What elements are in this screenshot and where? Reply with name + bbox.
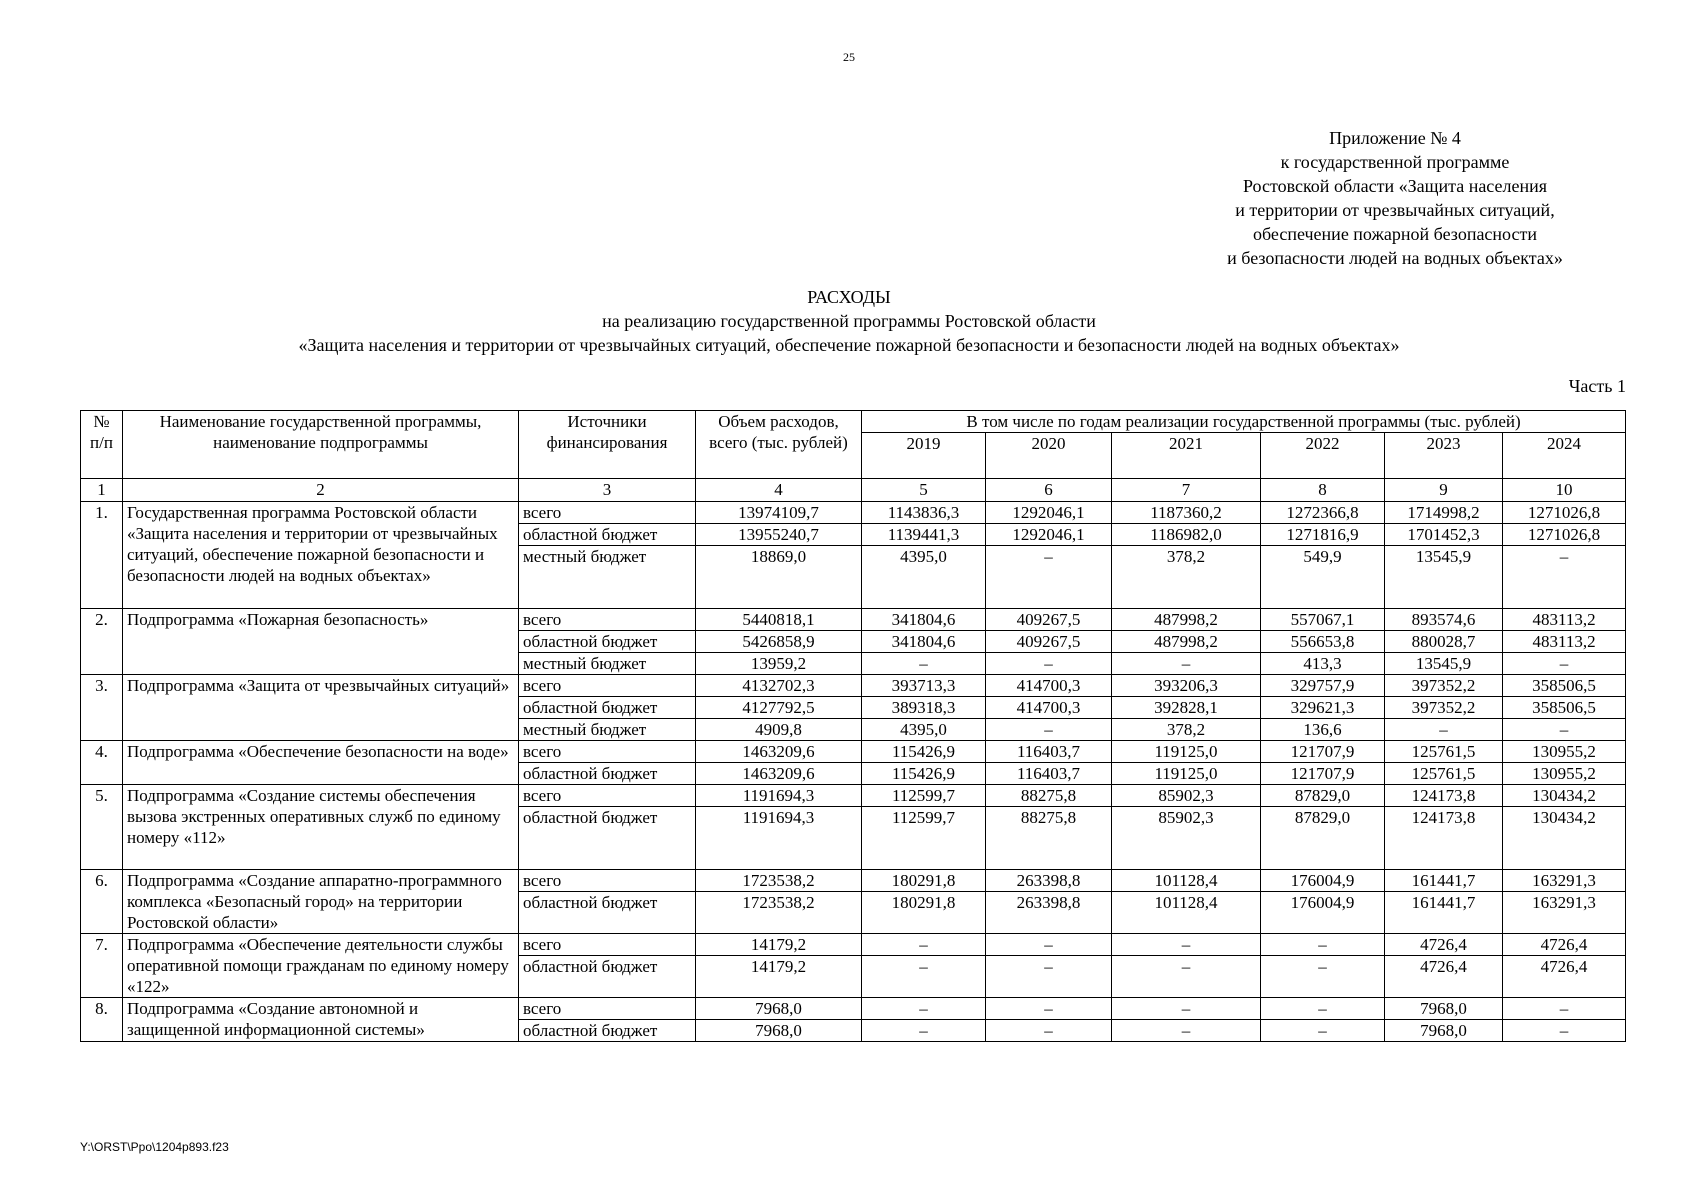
funding-source: областной бюджет: [519, 524, 696, 546]
year-value: 1271816,9: [1261, 524, 1385, 546]
total-value: 13955240,7: [696, 524, 862, 546]
table-row: [81, 609, 1626, 631]
year-value: 4726,4: [1503, 934, 1626, 956]
year-value: 4726,4: [1503, 956, 1626, 998]
funding-source: местный бюджет: [519, 546, 696, 609]
header-total: Объем расходов, всего (тыс. рублей): [696, 411, 862, 479]
year-value: 4395,0: [862, 546, 986, 609]
funding-source: местный бюджет: [519, 719, 696, 741]
year-value: –: [986, 653, 1112, 675]
funding-source: всего: [519, 998, 696, 1020]
year-value: –: [1503, 546, 1626, 609]
year-value: 1187360,2: [1112, 502, 1261, 524]
program-name: Подпрограмма «Создание автономной и защищенной информационной системы»: [123, 998, 519, 1042]
program-name: Государственная программа Ростовской области «Защита населения и территории от чрезвычайных ситуаций, обеспечение пожарной безопасности и безопасности людей на водных объектах»: [123, 502, 519, 609]
appendix-line: к государственной программе: [1280, 152, 1510, 172]
year-value: 13545,9: [1385, 653, 1503, 675]
year-value: 7968,0: [1385, 1020, 1503, 1042]
year-value: 1292046,1: [986, 524, 1112, 546]
column-number: 8: [1261, 479, 1385, 502]
program-number: 4.: [81, 741, 123, 785]
year-value: 557067,1: [1261, 609, 1385, 631]
total-value: 1463209,6: [696, 763, 862, 785]
year-value: 124173,8: [1385, 785, 1503, 807]
year-value: 87829,0: [1261, 785, 1385, 807]
program-name: Подпрограмма «Защита от чрезвычайных ситуаций»: [123, 675, 519, 741]
header-year: 2024: [1503, 433, 1626, 479]
column-number: 6: [986, 479, 1112, 502]
funding-source: областной бюджет: [519, 697, 696, 719]
year-value: 1139441,3: [862, 524, 986, 546]
column-number: 5: [862, 479, 986, 502]
program-name: Подпрограмма «Создание системы обеспечения вызова экстренных оперативных служб по единому номеру «112»: [123, 785, 519, 870]
year-value: 397352,2: [1385, 697, 1503, 719]
year-value: 341804,6: [862, 609, 986, 631]
funding-source: местный бюджет: [519, 653, 696, 675]
year-value: –: [862, 998, 986, 1020]
funding-source: всего: [519, 870, 696, 892]
total-value: 13974109,7: [696, 502, 862, 524]
year-value: 1271026,8: [1503, 502, 1626, 524]
year-value: 87829,0: [1261, 807, 1385, 870]
table-body: [81, 502, 1626, 1042]
appendix-line: Приложение № 4: [1329, 128, 1461, 148]
year-value: 121707,9: [1261, 763, 1385, 785]
year-value: 125761,5: [1385, 741, 1503, 763]
year-value: 161441,7: [1385, 892, 1503, 934]
total-value: 1723538,2: [696, 892, 862, 934]
column-number: 9: [1385, 479, 1503, 502]
year-value: –: [1503, 653, 1626, 675]
program-name: Подпрограмма «Создание аппаратно-программного комплекса «Безопасный город» на территории Ростовской области»: [123, 870, 519, 934]
year-value: 112599,7: [862, 807, 986, 870]
funding-source: всего: [519, 741, 696, 763]
year-value: 116403,7: [986, 741, 1112, 763]
year-value: 413,3: [1261, 653, 1385, 675]
year-value: 880028,7: [1385, 631, 1503, 653]
year-value: 358506,5: [1503, 697, 1626, 719]
table-row: [81, 870, 1626, 892]
year-value: 1271026,8: [1503, 524, 1626, 546]
total-value: 4127792,5: [696, 697, 862, 719]
header-name: Наименование государственной программы, наименование подпрограммы: [123, 411, 519, 479]
year-value: –: [986, 956, 1112, 998]
total-value: 18869,0: [696, 546, 862, 609]
year-value: 483113,2: [1503, 631, 1626, 653]
header-year: 2020: [986, 433, 1112, 479]
program-number: 5.: [81, 785, 123, 870]
year-value: –: [862, 653, 986, 675]
total-value: 1191694,3: [696, 807, 862, 870]
table-row: [81, 998, 1626, 1020]
year-value: 7968,0: [1385, 998, 1503, 1020]
year-value: 88275,8: [986, 785, 1112, 807]
file-path-footer: Y:\ORST\Ppo\1204p893.f23: [80, 1140, 229, 1154]
appendix-line: и территории от чрезвычайных ситуаций,: [1235, 200, 1555, 220]
year-value: 4395,0: [862, 719, 986, 741]
year-value: 125761,5: [1385, 763, 1503, 785]
year-value: 393206,3: [1112, 675, 1261, 697]
year-value: –: [986, 934, 1112, 956]
year-value: 329757,9: [1261, 675, 1385, 697]
table-row: [81, 675, 1626, 697]
year-value: 119125,0: [1112, 763, 1261, 785]
year-value: 101128,4: [1112, 892, 1261, 934]
total-value: 7968,0: [696, 998, 862, 1020]
year-value: 1292046,1: [986, 502, 1112, 524]
year-value: 1143836,3: [862, 502, 986, 524]
appendix-line: Ростовской области «Защита населения: [1242, 176, 1548, 196]
year-value: 392828,1: [1112, 697, 1261, 719]
total-value: 5440818,1: [696, 609, 862, 631]
year-value: 115426,9: [862, 763, 986, 785]
appendix-line: обеспечение пожарной безопасности: [1252, 224, 1537, 244]
year-value: –: [1503, 719, 1626, 741]
header-num: № п/п: [81, 411, 123, 479]
funding-source: всего: [519, 934, 696, 956]
year-value: 341804,6: [862, 631, 986, 653]
total-value: 1723538,2: [696, 870, 862, 892]
table-row: [81, 934, 1626, 956]
year-value: 263398,8: [986, 892, 1112, 934]
year-value: 115426,9: [862, 741, 986, 763]
year-value: –: [1385, 719, 1503, 741]
year-value: 130955,2: [1503, 741, 1626, 763]
year-value: 85902,3: [1112, 785, 1261, 807]
funding-source: всего: [519, 785, 696, 807]
document-title: [0, 285, 1698, 357]
total-value: 1463209,6: [696, 741, 862, 763]
year-value: 1701452,3: [1385, 524, 1503, 546]
year-value: –: [986, 998, 1112, 1020]
year-value: 88275,8: [986, 807, 1112, 870]
total-value: 14179,2: [696, 956, 862, 998]
column-number: 7: [1112, 479, 1261, 502]
year-value: 487998,2: [1112, 609, 1261, 631]
year-value: 378,2: [1112, 719, 1261, 741]
table-row: [81, 785, 1626, 807]
year-value: –: [1261, 956, 1385, 998]
funding-source: областной бюджет: [519, 631, 696, 653]
year-value: –: [1261, 1020, 1385, 1042]
program-name: Подпрограмма «Обеспечение безопасности на воде»: [123, 741, 519, 785]
year-value: 414700,3: [986, 697, 1112, 719]
year-value: 397352,2: [1385, 675, 1503, 697]
year-value: 414700,3: [986, 675, 1112, 697]
year-value: 180291,8: [862, 870, 986, 892]
program-number: 6.: [81, 870, 123, 934]
year-value: 358506,5: [1503, 675, 1626, 697]
year-value: 130955,2: [1503, 763, 1626, 785]
funding-source: областной бюджет: [519, 763, 696, 785]
year-value: 119125,0: [1112, 741, 1261, 763]
total-value: 4909,8: [696, 719, 862, 741]
part-label: Часть 1: [1568, 376, 1626, 396]
appendix-line: и безопасности людей на водных объектах»: [1227, 248, 1563, 268]
total-value: 13959,2: [696, 653, 862, 675]
year-value: –: [862, 934, 986, 956]
funding-source: всего: [519, 675, 696, 697]
funding-source: областной бюджет: [519, 956, 696, 998]
year-value: 893574,6: [1385, 609, 1503, 631]
year-value: 549,9: [1261, 546, 1385, 609]
year-value: 180291,8: [862, 892, 986, 934]
title-line: на реализацию государственной программы Ростовской области: [602, 311, 1096, 331]
year-value: 136,6: [1261, 719, 1385, 741]
year-value: 556653,8: [1261, 631, 1385, 653]
header-years-group: В том числе по годам реализации государственной программы (тыс. рублей): [862, 411, 1626, 433]
year-value: 124173,8: [1385, 807, 1503, 870]
year-value: 101128,4: [1112, 870, 1261, 892]
year-value: 263398,8: [986, 870, 1112, 892]
program-name: Подпрограмма «Обеспечение деятельности службы оперативной помощи гражданам по единому номеру «122»: [123, 934, 519, 998]
column-number: 3: [519, 479, 696, 502]
year-value: 483113,2: [1503, 609, 1626, 631]
year-value: 163291,3: [1503, 870, 1626, 892]
appendix-note: [1150, 126, 1640, 270]
funding-source: областной бюджет: [519, 807, 696, 870]
total-value: 4132702,3: [696, 675, 862, 697]
year-value: 163291,3: [1503, 892, 1626, 934]
year-value: –: [986, 546, 1112, 609]
total-value: 5426858,9: [696, 631, 862, 653]
year-value: –: [1503, 1020, 1626, 1042]
program-number: 1.: [81, 502, 123, 609]
year-value: –: [986, 1020, 1112, 1042]
program-name: Подпрограмма «Пожарная безопасность»: [123, 609, 519, 675]
year-value: 130434,2: [1503, 807, 1626, 870]
year-value: –: [1503, 998, 1626, 1020]
year-value: 176004,9: [1261, 892, 1385, 934]
year-value: –: [1261, 998, 1385, 1020]
table-row: [81, 741, 1626, 763]
year-value: –: [1112, 956, 1261, 998]
year-value: 1272366,8: [1261, 502, 1385, 524]
year-value: 409267,5: [986, 609, 1112, 631]
year-value: 409267,5: [986, 631, 1112, 653]
year-value: 389318,3: [862, 697, 986, 719]
total-value: 7968,0: [696, 1020, 862, 1042]
total-value: 14179,2: [696, 934, 862, 956]
header-year: 2022: [1261, 433, 1385, 479]
year-value: 393713,3: [862, 675, 986, 697]
year-value: –: [1112, 653, 1261, 675]
expenses-table: [80, 410, 1626, 1042]
header-year: 2021: [1112, 433, 1261, 479]
program-number: 2.: [81, 609, 123, 675]
funding-source: областной бюджет: [519, 892, 696, 934]
year-value: 13545,9: [1385, 546, 1503, 609]
program-number: 3.: [81, 675, 123, 741]
year-value: –: [1112, 1020, 1261, 1042]
year-value: 378,2: [1112, 546, 1261, 609]
column-number: 2: [123, 479, 519, 502]
header-year: 2019: [862, 433, 986, 479]
funding-source: областной бюджет: [519, 1020, 696, 1042]
year-value: –: [986, 719, 1112, 741]
year-value: 4726,4: [1385, 956, 1503, 998]
year-value: 85902,3: [1112, 807, 1261, 870]
column-number: 4: [696, 479, 862, 502]
year-value: 116403,7: [986, 763, 1112, 785]
year-value: 121707,9: [1261, 741, 1385, 763]
title-line: РАСХОДЫ: [807, 287, 891, 307]
year-value: 1714998,2: [1385, 502, 1503, 524]
column-numbers-row: [81, 479, 1626, 502]
total-value: 1191694,3: [696, 785, 862, 807]
column-number: 1: [81, 479, 123, 502]
column-number: 10: [1503, 479, 1626, 502]
year-value: –: [1261, 934, 1385, 956]
year-value: –: [862, 1020, 986, 1042]
year-value: –: [1112, 998, 1261, 1020]
year-value: 487998,2: [1112, 631, 1261, 653]
program-number: 8.: [81, 998, 123, 1042]
year-value: 161441,7: [1385, 870, 1503, 892]
year-value: 176004,9: [1261, 870, 1385, 892]
year-value: 112599,7: [862, 785, 986, 807]
year-value: 4726,4: [1385, 934, 1503, 956]
table-row: [81, 502, 1626, 524]
header-year: 2023: [1385, 433, 1503, 479]
year-value: 130434,2: [1503, 785, 1626, 807]
title-line: «Защита населения и территории от чрезвычайных ситуаций, обеспечение пожарной безопасности и безопасности людей на водных объектах»: [298, 335, 1400, 355]
program-number: 7.: [81, 934, 123, 998]
page-number: 25: [843, 50, 855, 64]
funding-source: всего: [519, 502, 696, 524]
year-value: 329621,3: [1261, 697, 1385, 719]
funding-source: всего: [519, 609, 696, 631]
year-value: –: [1112, 934, 1261, 956]
header-source: Источники финансирования: [519, 411, 696, 479]
year-value: 1186982,0: [1112, 524, 1261, 546]
year-value: –: [862, 956, 986, 998]
